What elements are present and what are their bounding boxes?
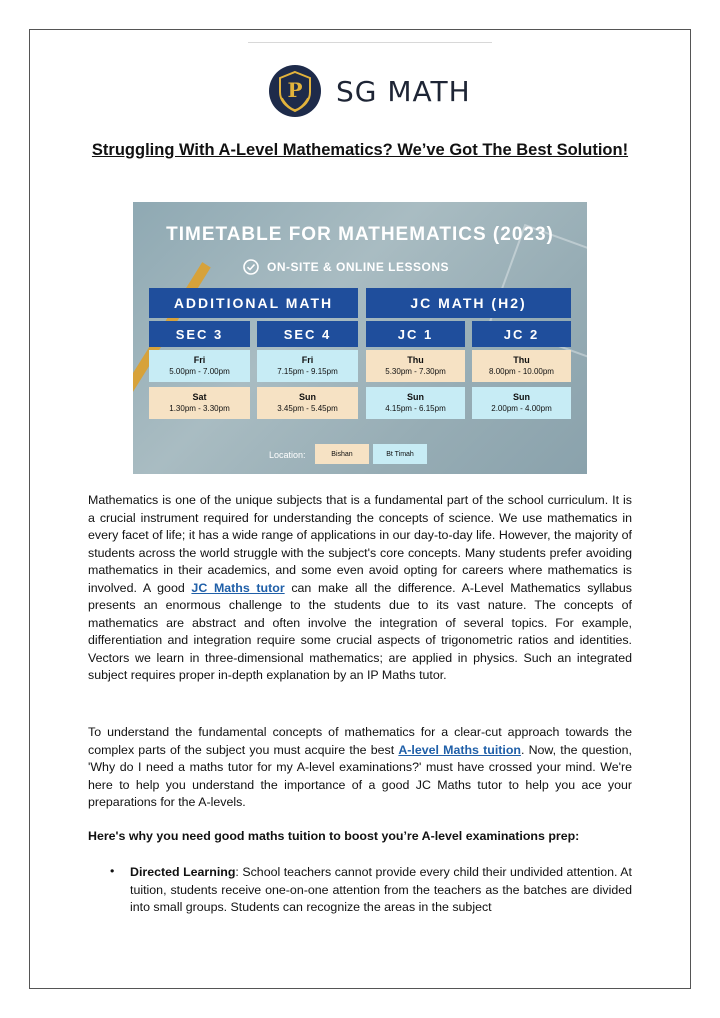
timetable-cell: Fri 5.00pm - 7.00pm [149,350,250,382]
timetable-cell: Thu 5.30pm - 7.30pm [366,350,465,382]
timetable-cell: Sun 4.15pm - 6.15pm [366,387,465,419]
header-rule [248,42,492,43]
bullet-marker: • [110,864,115,878]
poster-subtitle-text: ON-SITE & ONLINE LESSONS [267,260,450,274]
timetable-cell: Sun 3.45pm - 5.45pm [257,387,358,419]
column-header-sec4: SEC 4 [257,321,358,347]
column-header-jc2: JC 2 [472,321,571,347]
timetable-cell: Thu 8.00pm - 10.00pm [472,350,571,382]
paragraph-intro: Mathematics is one of the unique subjects that is a fundamental part of the school curriculum. It is a crucial instrument required for understanding the concepts of science. We use mathematics in every facet of life; it has a wide range of applications in our day-to-day life. However, the majority of students across the world struggle with the subject's core concepts. Many students prefer avoiding mathematics in their academics, and some even avoid opting for careers where mathematics is involved. A good JC Maths tutor can make all the difference. A-Level Mathematics syllabus presents an enormous challenge to the students due to its vast nature. The concepts of mathematics are abstract and often involve the integration of several topics. For example, differentiation and integration require some crucial aspects of trigonometric ratios and identities. Vectors we learn in three-dimensional mathematics; are applied in physics. Such an integrated subject requires proper in-depth explanation by an IP Maths tutor. [88,493,632,682]
shield-logo-icon [268,64,322,118]
location-badge-bt-timah: Bt Timah [373,444,427,464]
column-header-sec3: SEC 3 [149,321,250,347]
timetable-cell: Sat 1.30pm - 3.30pm [149,387,250,419]
logo-text: SG MATH [336,74,471,108]
timetable-poster [133,202,587,474]
poster-title: TIMETABLE FOR MATHEMATICS (2023) [166,224,554,245]
jc-maths-tutor-link[interactable]: JC Maths tutor [191,580,285,595]
a-level-maths-tuition-link[interactable]: A-level Maths tuition [398,742,521,757]
poster-subtitle [243,259,449,275]
paragraph-tuition: To understand the fundamental concepts of mathematics for a clear-cut approach towards the complex parts of the subject you must acquire the best A-level Maths tuition. Now, the question, 'Why do I need a maths tutor for my A-level examinations?' must have crossed your mind. We're here to help you understand the importance of a good JC Maths tutor to help you ace your preparations for the A-levels. [88,725,632,809]
section-subheading: Here's why you need good maths tuition to boost you’re A-level examinations prep: [88,829,580,843]
timetable-cell: Sun 2.00pm - 4.00pm [472,387,571,419]
page-title: Struggling With A-Level Mathematics? We’ve Got The Best Solution! [91,141,629,159]
badge-letter: P [287,78,303,102]
bullet-label: Directed Learning [130,865,236,879]
location-label: Location: [269,450,306,460]
group-header-additional-math: ADDITIONAL MATH [149,288,358,318]
timetable-cell: Fri 7.15pm - 9.15pm [257,350,358,382]
sg-math-logo [268,63,471,119]
location-badge-bishan: Bishan [315,444,369,464]
column-header-jc1: JC 1 [366,321,465,347]
group-header-jc-math: JC MATH (H2) [366,288,571,318]
bullet-text: : School teachers cannot provide every child their undivided attention. At tuition, students receive one-on-one attention from the teachers as the batches are divided into small groups. Students can recognize the areas in the subject [130,865,632,914]
check-circle-icon [243,259,259,275]
bullet-directed-learning [130,864,632,917]
